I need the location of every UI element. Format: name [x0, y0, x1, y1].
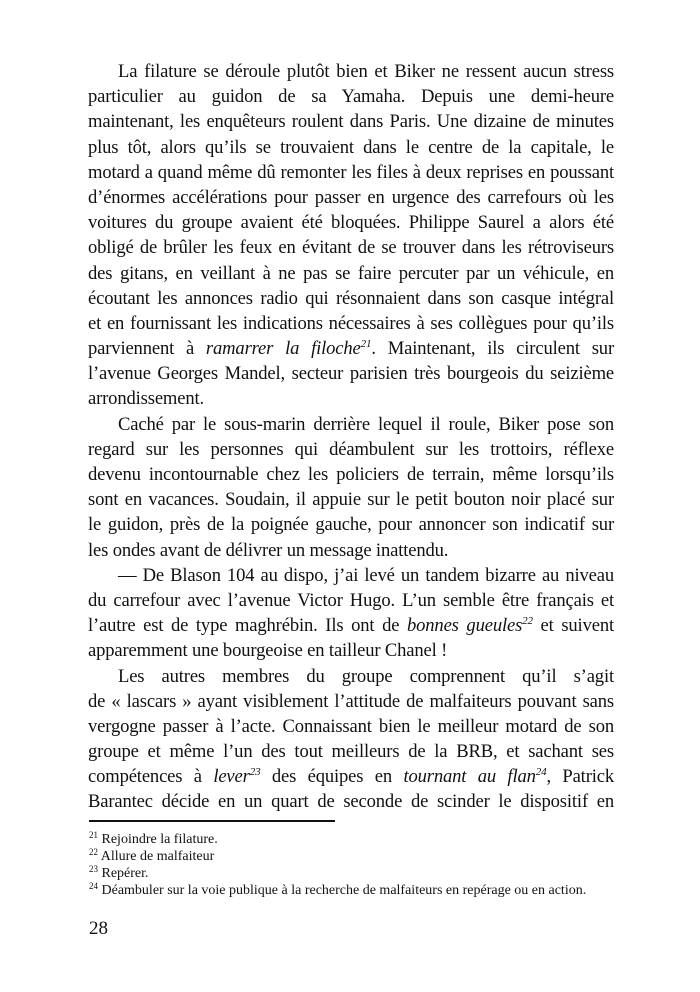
text-segment: maintenant, les enquêteurs roulent dans Paris. Une dizaine de minutes — [88, 111, 614, 133]
text-line — [88, 185, 614, 210]
footnote — [89, 848, 613, 865]
text-line — [88, 210, 614, 235]
text-line — [88, 487, 614, 512]
text-line — [88, 135, 614, 160]
text-line — [88, 789, 614, 814]
footnote-number: 24 — [89, 881, 98, 891]
text-segment: regard sur les personnes qui déambulent sur les trottoirs, réflexe — [88, 438, 614, 460]
text-line — [88, 84, 614, 109]
text-segment: de « lascars » ayant visiblement l’attitude de malfaiteurs pouvant sans — [88, 690, 614, 712]
text-segment: le guidon, près de la poignée gauche, pour annoncer son indicatif sur — [88, 514, 614, 536]
text-segment: Barantec décide en un quart de seconde de scinder le dispositif en — [88, 791, 614, 813]
footnote-text: Rejoindre la filature. — [101, 832, 218, 847]
text-line — [88, 386, 614, 411]
italic-text: ramarrer la filoche — [205, 338, 361, 360]
paragraph — [88, 563, 614, 664]
footnotes — [89, 831, 613, 899]
footnote — [89, 882, 613, 899]
paragraph — [88, 664, 614, 815]
text-segment: et en fournissant les indications nécessaires à ses collègues pour qu’ils — [88, 312, 614, 334]
italic-text: lever — [213, 766, 250, 788]
text-line — [88, 160, 614, 185]
footnote-separator — [89, 820, 335, 822]
text-segment: motard a quand même dû remonter les files à deux reprises en poussant — [88, 161, 614, 183]
footnote-text: Repérer. — [101, 866, 149, 881]
text-segment: l’avenue Georges Mandel, secteur parisien très bourgeois du seizième — [88, 363, 614, 385]
text-line — [88, 336, 614, 361]
body-text — [88, 59, 614, 815]
text-line — [88, 739, 614, 764]
text-segment: Les autres membres du groupe comprennent qu’il s’agit — [118, 665, 614, 687]
text-line — [88, 437, 614, 462]
text-segment: sont en vacances. Soudain, il appuie sur le petit bouton noir placé sur — [88, 489, 614, 511]
text-segment: voitures du groupe avaient été bloquées. Philippe Saurel a alors été — [88, 212, 614, 234]
text-segment: compétences à — [88, 766, 214, 788]
text-segment: obligé de brûler les feux en évitant de se trouver dans les rétroviseurs — [88, 237, 614, 259]
text-line — [88, 261, 614, 286]
footnote — [89, 831, 613, 848]
text-segment: des gitans, en veillant à ne pas se faire percuter par un véhicule, en — [88, 262, 614, 284]
italic-text: bonnes gueules — [406, 615, 523, 637]
page-number: 28 — [89, 918, 108, 939]
text-segment: les ondes avant de délivrer un message inattendu. — [88, 539, 449, 561]
footnote-number: 23 — [89, 864, 98, 874]
text-segment: . Maintenant, ils circulent sur — [371, 338, 614, 360]
text-segment: du carrefour avec l’avenue Victor Hugo. L’un semble être français et — [88, 589, 614, 611]
footnote-ref: 21 — [360, 338, 372, 351]
text-line — [88, 109, 614, 134]
text-line — [88, 512, 614, 537]
text-segment: des équipes en — [260, 766, 404, 788]
footnote-ref: 24 — [535, 766, 547, 779]
text-segment: apparemment une bourgeoise en tailleur Chanel ! — [88, 640, 448, 662]
footnote-number: 22 — [89, 847, 98, 857]
italic-text: tournant au flan — [403, 766, 536, 788]
footnote — [89, 865, 613, 882]
text-segment: écoutant les annonces radio qui résonnaient dans son casque intégral — [88, 287, 614, 309]
text-segment: parviennent à — [88, 338, 206, 360]
text-segment: — De Blason 104 au dispo, j’ai levé un tandem bizarre au niveau — [118, 564, 614, 586]
text-line — [88, 664, 614, 689]
text-line — [88, 361, 614, 386]
text-line — [88, 311, 614, 336]
text-line — [88, 764, 614, 789]
footnote-text: Allure de malfaiteur — [100, 849, 215, 864]
text-line — [88, 286, 614, 311]
text-segment: devenu incontournable chez les policiers de terrain, même lorsqu’ils — [88, 464, 614, 485]
text-line — [88, 235, 614, 260]
text-line — [88, 714, 614, 739]
footnote-ref: 23 — [249, 766, 261, 779]
footnote-text: Déambuler sur la voie publique à la recherche de malfaiteurs en repérage ou en action. — [101, 883, 587, 898]
footnote-number: 21 — [89, 830, 98, 840]
text-segment: arrondissement. — [88, 388, 204, 410]
text-line — [88, 59, 614, 84]
text-line — [88, 462, 614, 487]
text-line — [88, 588, 614, 613]
text-line — [88, 412, 614, 437]
text-segment: groupe et même l’un des tout meilleurs de la BRB, et sachant ses — [88, 741, 614, 763]
text-segment: La filature se déroule plutôt bien et Biker ne ressent aucun stress — [118, 61, 614, 82]
text-segment: , Patrick — [546, 766, 615, 788]
text-segment: l’autre est de type maghrébin. Ils ont de — [88, 615, 407, 637]
paragraph — [88, 412, 614, 563]
text-segment: particulier au guidon de sa Yamaha. Depuis une demi-heure — [88, 86, 614, 108]
text-segment: Caché par le sous-marin derrière lequel il roule, Biker pose son — [118, 413, 614, 435]
text-segment: et suivent — [532, 615, 614, 637]
text-line — [88, 638, 614, 663]
paragraph — [88, 59, 614, 412]
text-line — [88, 613, 614, 638]
text-line — [88, 538, 614, 563]
text-line — [88, 689, 614, 714]
text-segment: vergogne passer à l’acte. Connaissant bien le meilleur motard de son — [88, 715, 614, 737]
text-line — [88, 563, 614, 588]
footnote-ref: 22 — [522, 615, 533, 628]
text-segment: plus tôt, alors qu’ils se trouvaient dans le centre de la capitale, le — [88, 136, 614, 158]
text-segment: d’énormes accélérations pour passer en urgence des carrefours où les — [88, 186, 614, 208]
